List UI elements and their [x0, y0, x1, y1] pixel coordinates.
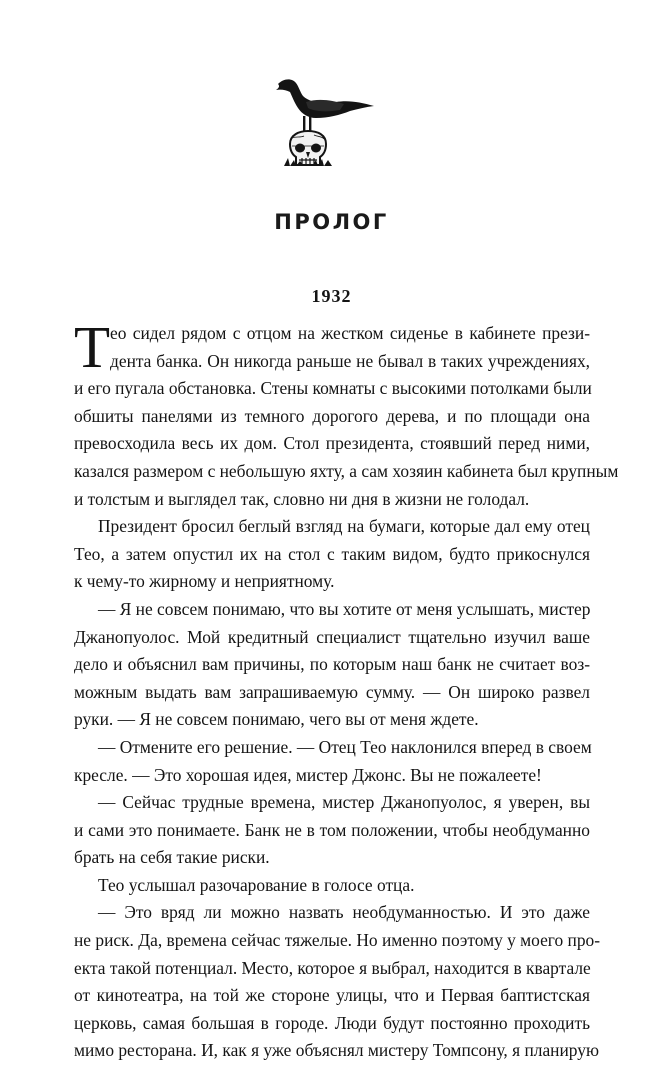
text-line: — Отмените его решение. — Отец Тео наклонился вперед в своем	[98, 736, 592, 757]
text-line: дело и объяснил вам причины, по которым наш банк не считает воз-	[74, 654, 590, 675]
text-line: и его пугала обстановка. Стены комнаты с высокими потолками были	[74, 378, 592, 399]
text-line: и сами это понимаете. Банк не в том положении, чтобы необдуманно	[74, 819, 590, 840]
paragraph	[74, 899, 601, 1065]
raven-on-skull-icon	[270, 72, 382, 190]
text-line: — Я не совсем понимаю, что вы хотите от меня услышать, мистер	[98, 598, 591, 619]
text-line: ео сидел рядом с отцом на жестком сиденье в кабинете прези-	[110, 323, 590, 343]
text-line: Джанопуолос. Мой кредитный специалист тщательно изучил ваше	[74, 626, 590, 647]
chapter-year: 1932	[311, 286, 352, 306]
text-line: обшиты панелями из темного дорогого дерева, и по площади она	[74, 405, 590, 426]
chapter-body	[74, 314, 619, 1065]
text-line: от кинотеатра, на той же стороне улицы, что и Первая баптистская	[74, 985, 590, 1006]
text-line: — Сейчас трудные времена, мистер Джанопуолос, я уверен, вы	[98, 792, 590, 813]
text-line: Президент бросил беглый взгляд на бумаги, которые дал ему отец	[98, 516, 590, 537]
text-line: Тео услышал разочарование в голосе отца.	[98, 874, 415, 895]
text-line: можным выдать вам запрашиваемую сумму. — Он широко развел	[74, 681, 590, 702]
paragraph	[74, 872, 590, 900]
text-line: казался размером с небольшую яхту, а сам хозяин кабинета был крупным	[74, 460, 619, 481]
text-line: и толстым и выглядел так, словно ни дня в жизни не голодал.	[74, 488, 530, 509]
text-line: к чему-то жирному и неприятному.	[74, 571, 335, 592]
paragraph	[74, 314, 619, 513]
chapter-title: ПРОЛОГ	[274, 210, 389, 234]
text-line: Тео, а затем опустил их на стол с таким видом, будто прикоснулся	[74, 543, 590, 564]
text-line: мимо ресторана. И, как я уже объяснял мистеру Томпсону, я планирую	[74, 1040, 599, 1061]
text-line: дента банка. Он никогда раньше не бывал в таких учреждениях,	[110, 350, 590, 371]
text-line: не риск. Да, времена сейчас тяжелые. Но именно поэтому у моего про-	[74, 930, 601, 951]
paragraph	[74, 789, 590, 872]
paragraph	[74, 596, 590, 734]
text-line: екта такой потенциал. Место, которое я выбрал, находится в квартале	[74, 957, 591, 978]
paragraph	[74, 513, 590, 596]
text-line: кресле. — Это хорошая идея, мистер Джонс. Вы не пожалеете!	[74, 764, 542, 785]
paragraph	[74, 734, 590, 789]
text-line: брать на себя такие риски.	[74, 847, 270, 868]
text-line: превосходила весь их дом. Стол президента, стоявший перед ними,	[74, 433, 590, 454]
drop-cap: Т	[74, 314, 111, 380]
text-line: руки. — Я не совсем понимаю, чего вы от меня ждете.	[74, 709, 479, 730]
text-line: — Это вряд ли можно назвать необдуманностью. И это даже	[98, 902, 590, 923]
text-line: церковь, самая большая в городе. Люди будут постоянно проходить	[74, 1012, 590, 1033]
